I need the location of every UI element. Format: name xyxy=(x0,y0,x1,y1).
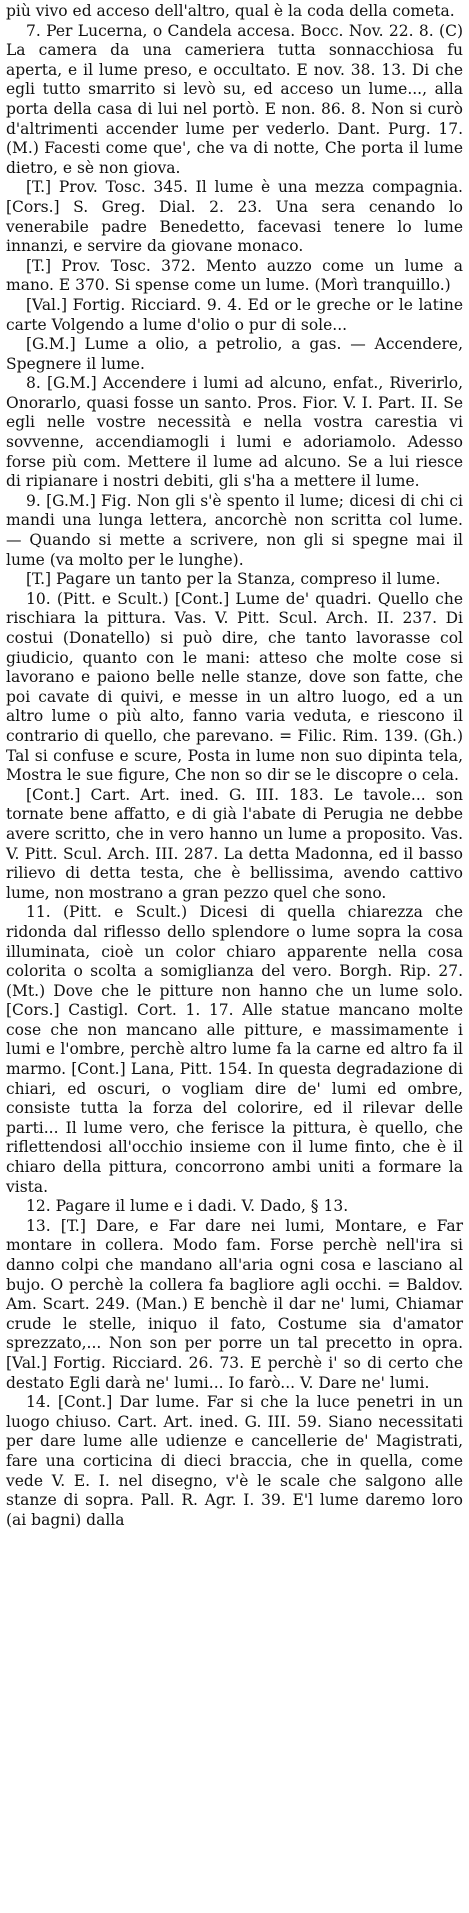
entry-sense-10-cont: [Cont.] Cart. Art. ined. G. III. 183. Le tavole... son tornate bene affatto, e di già l'abate di Perugia ne debbe avere scritto, che in vero hanno un lume a proposito. Vas. V. Pitt. Scul. Arch. III. 287. La detta Madonna, ed il basso rilievo di detta testa, che è bellissima, avendo cattivo lume, non mostrano a gran pezzo quel che sono. xyxy=(6,785,463,902)
entry-sense-7: 7. Per Lucerna, o Candela accesa. Bocc. Nov. 22. 8. (C) La camera da una cameriera tutta sonnacchiosa fu aperta, e il lume preso, e occultato. E nov. 38. 13. Di che egli tutto smarrito si levò su, ed acceso un lume..., alla porta della casa di lui nel portò. E non. 86. 8. Non si curò d'altrimenti accender lume per vederlo. Dant. Purg. 17. (M.) Facesti come que', che va di notte, Che porta il lume dietro, e sè non giova. xyxy=(6,21,463,177)
entry-sense-9: 9. [G.M.] Fig. Non gli s'è spento il lume; dicesi di chi ci mandi una lunga lettera, ancorchè non scritta col lume. — Quando si mette a scrivere, non gli si spegne mai il lume (va molto per le lunghe). xyxy=(6,491,463,569)
entry-sense-10: 10. (Pitt. e Scult.) [Cont.] Lume de' quadri. Quello che rischiara la pittura. Vas. V. Pitt. Scul. Arch. II. 237. Di costui (Donatello) si può dire, che tanto lavorasse col giudicio, quanto con le mani: atteso che molte cose si lavorano e paiono belle nelle stanze, dove son fatte, che poi cavate di quivi, e messe in un altro luogo, ed a un altro lume o più alto, fanno varia veduta, e riescono il contrario di quello, che parevano. = Filic. Rim. 139. (Gh.) Tal si confuse e scure, Posta in lume non suo dipinta tela, Mostra le sue figure, Che non so dir se le discopre o cela. xyxy=(6,589,463,785)
entry-sense-12: 12. Pagare il lume e i dadi. V. Dado, § 13. xyxy=(26,1197,349,1216)
entry-sense-8: 8. [G.M.] Accendere i lumi ad alcuno, enfat., Riverirlo, Onorarlo, quasi fosse un santo. Pros. Fior. V. I. Part. II. Se egli nelle vostre necessità e nella vostra carestia vi sovvenne, accendiamogli i lumi e adoriamolo. Adesso forse più com. Mettere il lume ad alcuno. Se a lui riesce di ripianare i nostri debiti, gli s'ha a mettere il lume. xyxy=(6,374,463,491)
entry-sense-7-prov-tosc-372: [T.] Prov. Tosc. 372. Mento auzzo come un lume a mano. E 370. Si spense come un lume. (Morì tranquillo.) xyxy=(6,256,463,295)
entry-sense-11: 11. (Pitt. e Scult.) Dicesi di quella chiarezza che ridonda dal riflesso dello splendore o lume sopra la cosa illuminata, cioè un color chiaro apparente nella cosa colorita o scolta a somiglianza del vero. Borgh. Rip. 27. (Mt.) Dove che le pitture non hanno che un lume solo. [Cors.] Castigl. Cort. 1. 17. Alle statue mancano molte cose che non mancano alle pitture, e massimamente i lumi e l'ombre, perchè altro lume fa la carne ed altro fa il marmo. [Cont.] Lana, Pitt. 154. In questa degradazione di chiari, ed oscuri, o vogliam dire de' lumi ed ombre, consiste tutta la forza del colorire, ed il rilevar delle parti... Il lume vero, che ferisce la pittura, è quello, che riflettendosi all'occhio insieme con il lume finto, che è il chiaro della pittura, concorrono ambi uniti a formare la vista. xyxy=(6,903,463,1196)
entry-sense-14: 14. [Cont.] Dar lume. Far si che la luce penetri in un luogo chiuso. Cart. Art. ined. G. III. 59. Siano necessitati per dare lume alle udienze e cancellerie de' Magistrati, fare una corticina di dieci braccia, che in quella, come vede V. E. I. nel disegno, v'è le scale che salgono alle stanze di sopra. Pall. R. Agr. I. 39. E'l lume daremo loro (ai bagni) dalla xyxy=(6,1393,463,1529)
entry-sense-9-t: [T.] Pagare un tanto per la Stanza, compreso il lume. xyxy=(26,570,441,589)
entry-continuation: più vivo ed acceso dell'altro, qual è la coda della cometa. xyxy=(6,2,455,20)
entry-sense-7-prov-tosc: [T.] Prov. Tosc. 345. Il lume è una mezza compagnia. [Cors.] S. Greg. Dial. 2. 23. Una sera cenando lo venerabile padre Benedetto, facevasi tenere lo lume innanzi, e servire da giovane monaco. xyxy=(6,178,463,256)
entry-sense-7-fortig: [Val.] Fortig. Ricciard. 9. 4. Ed or le greche or le latine carte Volgendo a lume d'olio o pur di sole... xyxy=(6,295,463,334)
entry-sense-7-gm: [G.M.] Lume a olio, a petrolio, a gas. — Accendere, Spegnere il lume. xyxy=(6,335,463,373)
entry-sense-13: 13. [T.] Dare, e Far dare nei lumi, Montare, e Far montare in collera. Modo fam. Forse perchè nell'ira si danno colpi che mandano all'aria ogni cosa e lasciano al bujo. O perchè la collera fa bagliore agli occhi. = Baldov. Am. Scart. 249. (Man.) E benchè il dar ne' lumi, Chiamar crude le stelle, iniquo il fato, Costume sia d'amator sprezzato,... Non son per porre un tal precetto in opra. [Val.] Fortig. Ricciard. 26. 73. E perchè i' so di certo che destato Egli darà ne' lumi... Io farò... V. Dare ne' lumi. xyxy=(6,1216,463,1392)
